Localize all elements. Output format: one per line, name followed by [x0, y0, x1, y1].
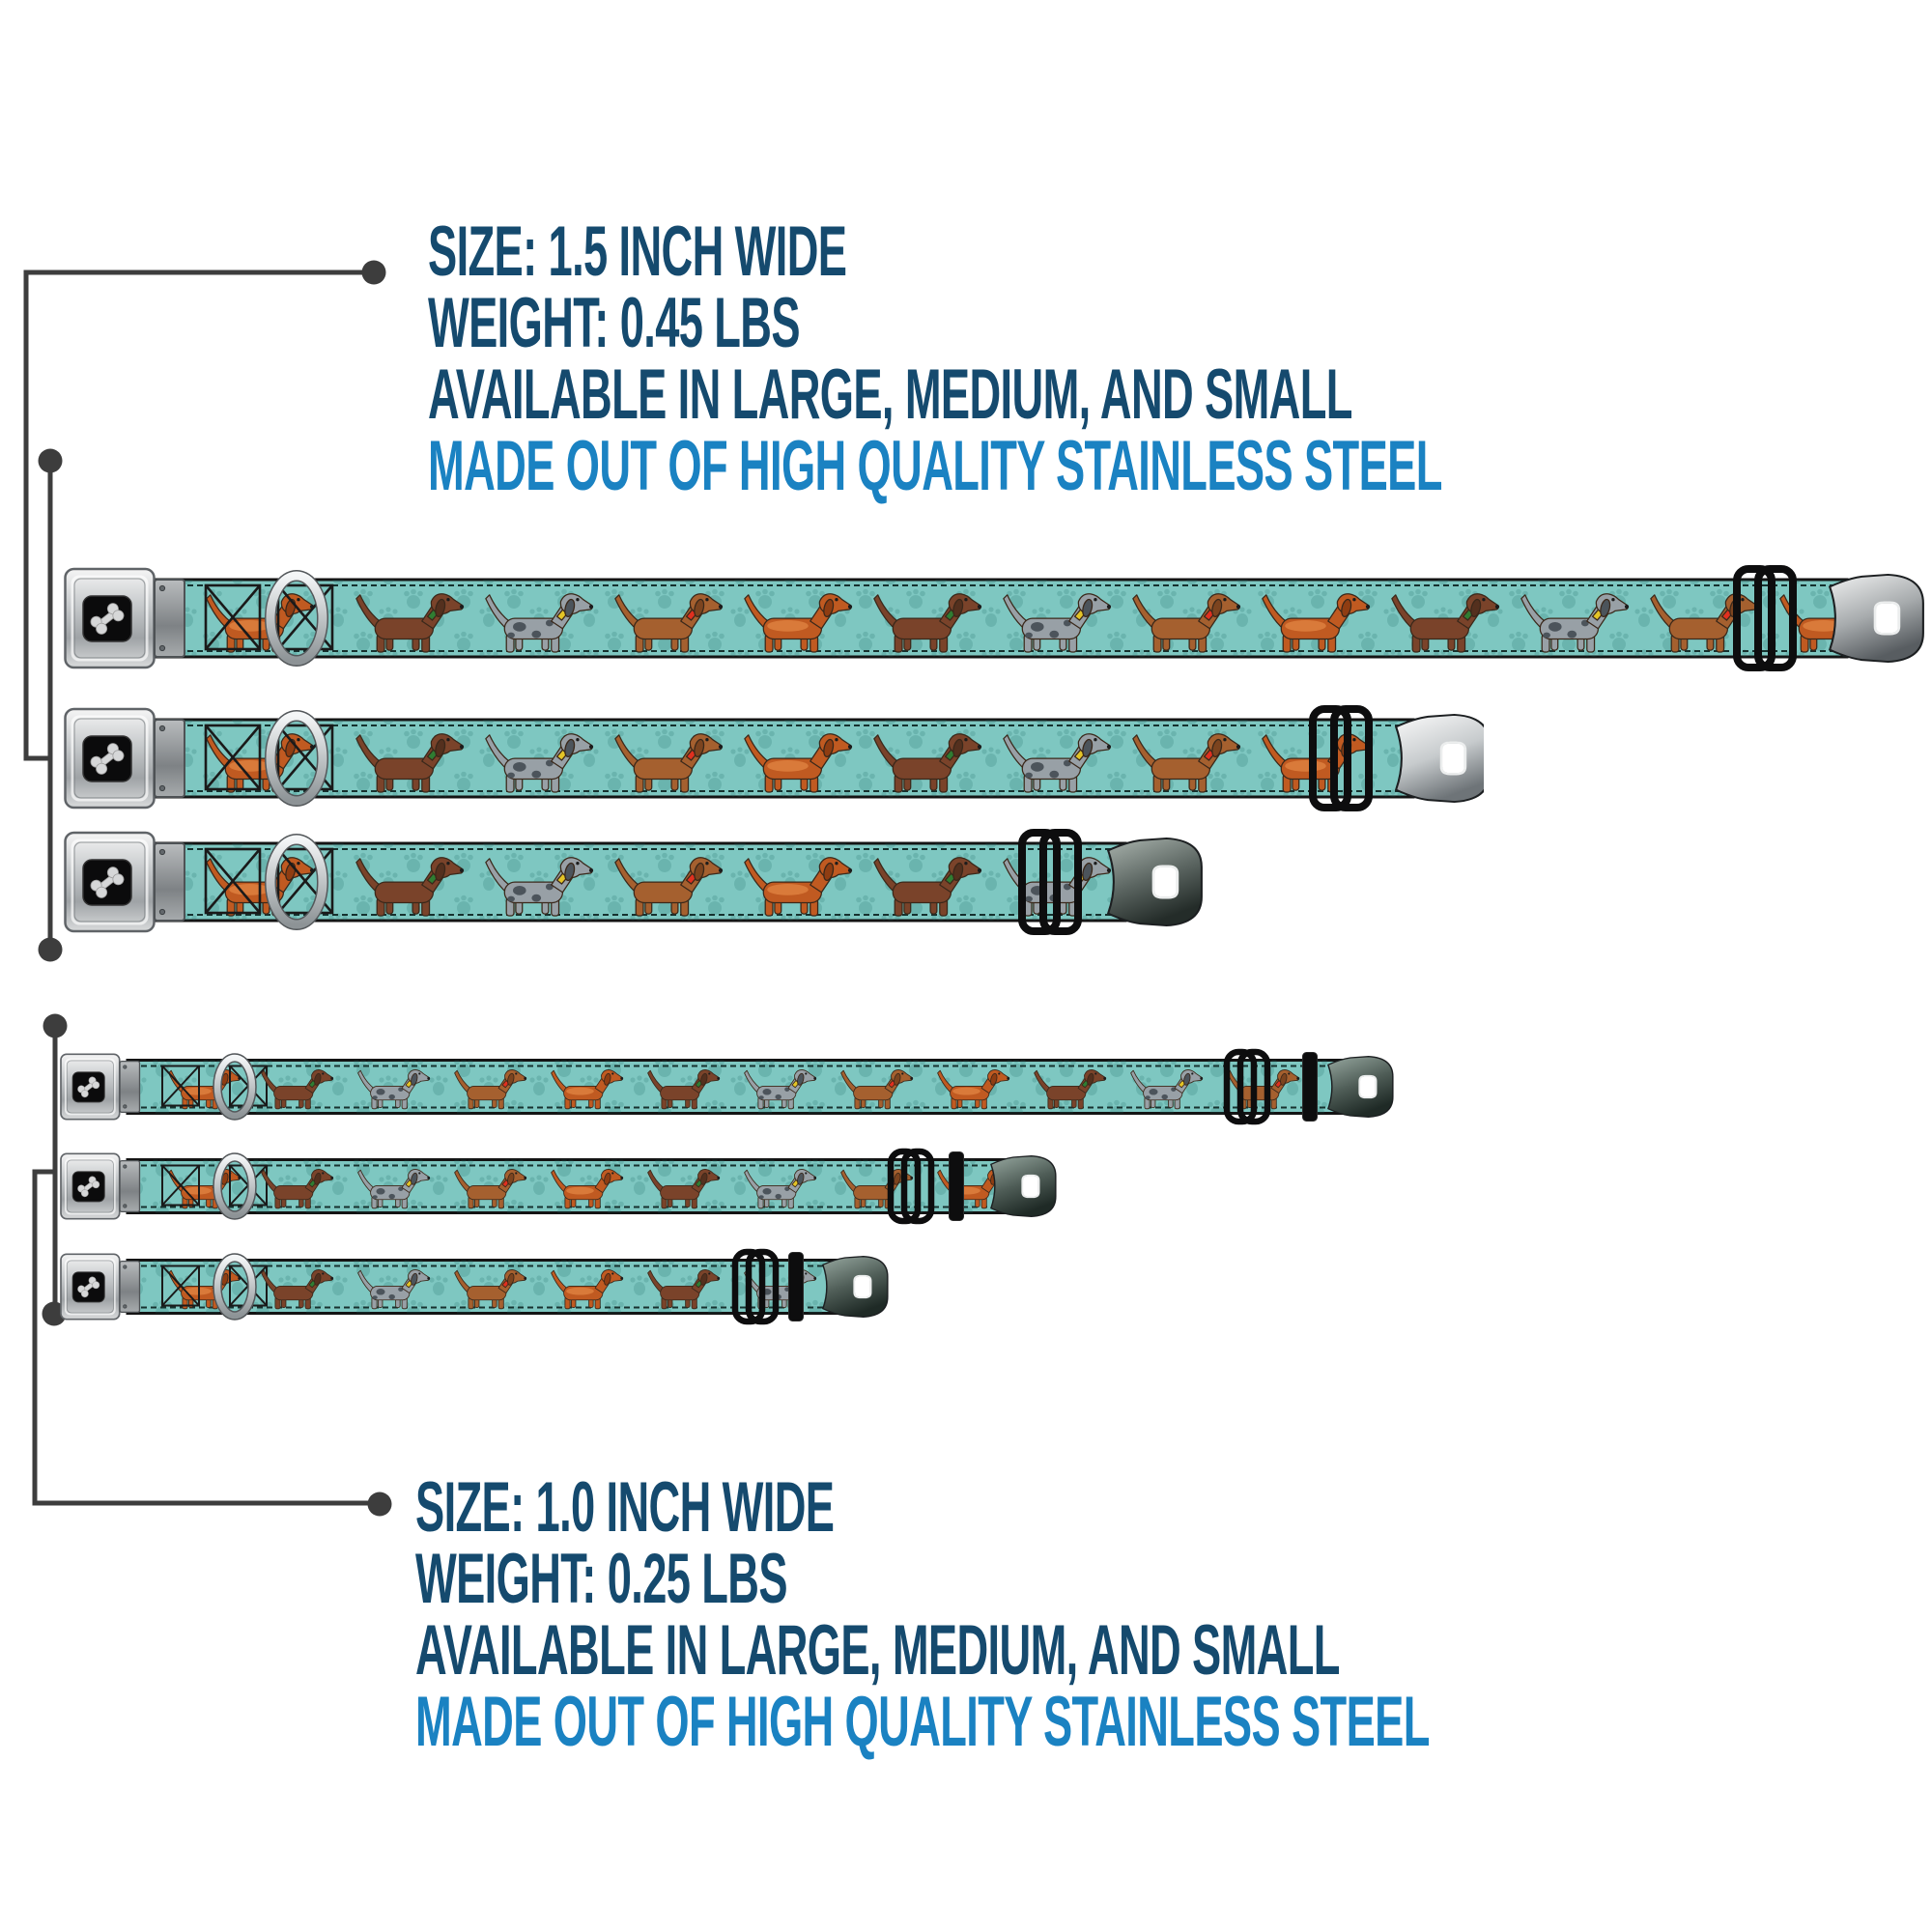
seatbelt-buckle [61, 1054, 140, 1119]
seatbelt-buckle [61, 1254, 140, 1319]
spec-top-material: MADE OUT OF HIGH QUALITY STAINLESS STEEL [428, 427, 1442, 505]
collar-10-small [0, 1214, 894, 1359]
latch-plate [823, 1257, 888, 1318]
spec-bottom-size: SIZE: 1.0 INCH WIDE [415, 1468, 835, 1547]
seatbelt-buckle [66, 833, 185, 931]
spec-top-weight: WEIGHT: 0.45 LBS [428, 284, 800, 362]
spec-top-availability: AVAILABLE IN LARGE, MEDIUM, AND SMALL [428, 355, 1352, 434]
seatbelt-buckle [61, 1153, 140, 1218]
collar-15-large [0, 546, 1932, 691]
keeper-loop [789, 1253, 804, 1321]
latch-plate [991, 1156, 1056, 1217]
latch-plate [1830, 575, 1923, 662]
spec-bottom-availability: AVAILABLE IN LARGE, MEDIUM, AND SMALL [415, 1611, 1340, 1690]
latch-plate [1108, 838, 1202, 925]
spec-bottom-weight: WEIGHT: 0.25 LBS [415, 1540, 787, 1618]
spec-top-size: SIZE: 1.5 INCH WIDE [428, 213, 847, 291]
seatbelt-buckle [66, 569, 185, 668]
spec-bottom-material: MADE OUT OF HIGH QUALITY STAINLESS STEEL [415, 1683, 1430, 1761]
latch-plate [1396, 715, 1484, 802]
seatbelt-buckle [66, 709, 185, 808]
spec-block-bottom [415, 1468, 1932, 1761]
keeper-loop [1303, 1053, 1318, 1122]
collar-15-small [0, 810, 1203, 954]
latch-plate [1328, 1057, 1393, 1118]
keeper-loop [950, 1152, 964, 1221]
spec-block-top [428, 213, 1932, 505]
